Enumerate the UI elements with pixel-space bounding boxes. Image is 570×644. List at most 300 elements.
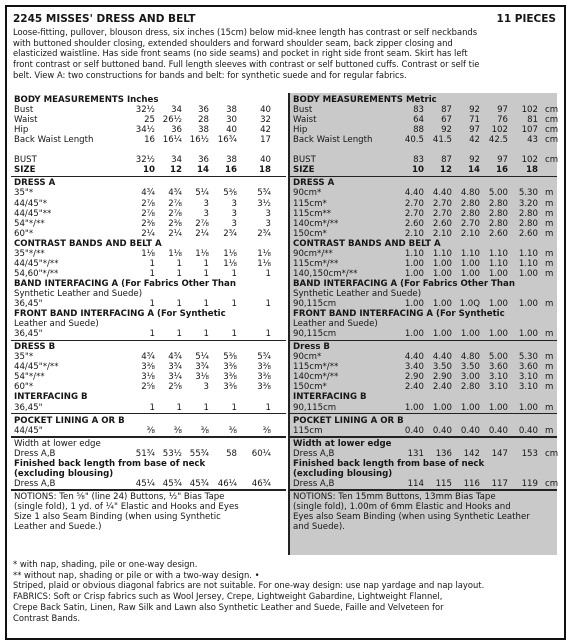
size-value: 1⅛: [223, 248, 237, 259]
size-value: 114: [407, 478, 424, 489]
size-value: 2.10: [460, 228, 480, 239]
size-value: 1.00: [404, 268, 424, 279]
size-value: 0.40: [518, 425, 538, 436]
pattern-envelope-back: [5, 5, 566, 640]
size-value: 3⅛: [195, 372, 209, 383]
table-row: [11, 125, 286, 135]
size-value: 83: [413, 105, 424, 116]
size-value: 2⅝: [168, 382, 182, 393]
size-value: 153: [521, 448, 538, 459]
size-value: 1: [265, 268, 271, 279]
size-value: 3.10: [518, 372, 538, 383]
size-value: 17: [260, 135, 271, 146]
table-row: [290, 492, 557, 502]
table-row: [290, 459, 557, 469]
size-value: 97: [497, 155, 508, 166]
size-value: 92: [441, 125, 452, 136]
row-label: Hip: [14, 125, 29, 136]
size-value: 1.0Q: [459, 299, 480, 309]
size-value: 81: [527, 115, 538, 126]
size-value: 2⅞: [168, 208, 182, 219]
size-value: 3⅜: [223, 362, 237, 373]
table-row: [11, 469, 286, 479]
row-label: (single fold), 1 yd. of ¼" Elastic and Hooks and Eyes: [14, 501, 239, 512]
table-row: [11, 135, 286, 145]
size-value: 2.80: [488, 198, 508, 209]
size-value: 142: [463, 448, 480, 459]
size-value: 1.10: [488, 248, 508, 259]
table-row: [11, 289, 286, 299]
size-value: 41.5: [432, 135, 452, 146]
size-value: 1.00: [432, 258, 452, 269]
row-label: 44/45"*: [14, 198, 48, 209]
row-label: 44/45"*/**: [14, 258, 59, 269]
size-value: 2.70: [460, 218, 480, 229]
table-row: [11, 178, 286, 188]
row-label: CONTRAST BANDS AND BELT A: [293, 238, 441, 249]
size-value: 67: [441, 115, 452, 126]
table-row: [11, 522, 286, 532]
table-row: [290, 219, 557, 229]
row-label: BUST: [293, 155, 316, 166]
table-row: [290, 329, 557, 339]
table-row: [11, 279, 286, 289]
size-value: 1: [176, 329, 182, 340]
size-value: 4.80: [460, 188, 480, 199]
size-value: 1.00: [460, 258, 480, 269]
table-row: [290, 95, 557, 105]
description-line: elasticized waistline. Has side front seams (no side seams) and pocket in right side front seam. Skirt has left: [13, 48, 468, 59]
table-row: [11, 188, 286, 198]
size-value: 1⅛: [257, 248, 271, 259]
table-row: [290, 165, 557, 175]
size-value: 46¼: [217, 478, 237, 489]
size-value: 4¾: [141, 352, 155, 363]
row-label: 90,115cm: [293, 402, 337, 413]
row-label: 35"*/**: [14, 248, 45, 259]
unit-label: m: [545, 208, 554, 219]
row-label: SIZE: [293, 165, 315, 176]
size-value: 147: [491, 448, 508, 459]
size-value: 0.40: [404, 425, 424, 436]
footnote-line: Crepe Back Satin, Linen, Raw Silk and Lawn also Synthetic Leather and Suede, Faille and Velveteen for: [13, 601, 444, 612]
size-value: 3: [231, 218, 237, 229]
size-value: 3.40: [404, 362, 424, 373]
size-value: 3.00: [460, 372, 480, 383]
size-value: 1: [265, 329, 271, 340]
unit-label: cm: [545, 135, 559, 146]
size-value: 45¼: [135, 478, 155, 489]
size-value: 102: [491, 125, 508, 136]
table-row: [11, 249, 286, 259]
size-value: 2.70: [404, 198, 424, 209]
table-row: [290, 502, 557, 512]
row-label: (excluding blousing): [14, 468, 114, 479]
size-value: 2.80: [460, 382, 480, 393]
size-value: 3.60: [488, 362, 508, 373]
size-value: 1⅛: [168, 248, 182, 259]
size-value: 0.40: [432, 425, 452, 436]
size-value: 2⅝: [141, 382, 155, 393]
size-value: 3.10: [488, 382, 508, 393]
row-label: 140cm*/**: [293, 218, 339, 229]
size-value: 4¾: [168, 188, 182, 199]
size-value: 2¾: [223, 228, 237, 239]
table-row: [11, 392, 286, 402]
size-value: 3: [231, 198, 237, 209]
row-label: Dress A,B: [293, 448, 335, 459]
size-value: 3¾: [168, 362, 182, 373]
row-label: Leather and Suede): [293, 319, 378, 330]
size-value: 5.30: [518, 188, 538, 199]
size-value: ⅜: [262, 425, 271, 436]
piece-count: 11 PIECES: [496, 13, 556, 25]
size-value: 58: [226, 448, 237, 459]
size-value: 28: [198, 115, 209, 126]
table-row: [290, 155, 557, 165]
table-row: [290, 392, 557, 402]
size-value: 3⅜: [223, 382, 237, 393]
unit-label: m: [545, 218, 554, 229]
table-row: [11, 219, 286, 229]
row-label: 36,45": [14, 299, 43, 309]
footnote-line: Striped, plaid or obvious diagonal fabrics are not suitable. For one-way design: use nap yardage and nap layout.: [13, 580, 485, 591]
table-row: [290, 319, 557, 329]
size-value: 32½: [135, 155, 155, 166]
size-value: 32½: [135, 105, 155, 116]
size-value: 1: [231, 402, 237, 413]
section-rule: [290, 413, 557, 414]
table-row: [11, 229, 286, 239]
row-label: Width at lower edge: [293, 438, 392, 449]
table-row: [11, 362, 286, 372]
size-value: 2.70: [404, 208, 424, 219]
table-row: [290, 522, 557, 532]
size-value: 53½: [162, 448, 182, 459]
size-value: 2.60: [488, 228, 508, 239]
size-value: 64: [413, 115, 424, 126]
size-value: 2.80: [488, 218, 508, 229]
size-value: 3¾: [195, 362, 209, 373]
row-label: BODY MEASUREMENTS Inches: [14, 95, 159, 105]
table-row: [290, 135, 557, 145]
row-label: 54,60"*/**: [14, 268, 59, 279]
unit-label: m: [545, 188, 554, 199]
section-rule: [11, 436, 286, 437]
description-line: belt. View A: two constructions for bands and belt: for synthetic suede and for regular fabrics.: [13, 69, 407, 80]
row-label: 54"*/**: [14, 372, 45, 383]
unit-label: m: [545, 268, 554, 279]
table-row: [290, 209, 557, 219]
row-label: NOTIONS: Ten 15mm Buttons, 13mm Bias Tape: [293, 491, 496, 502]
table-row: [290, 372, 557, 382]
table-row: [290, 342, 557, 352]
row-label: BAND INTERFACING A (For Fabrics Other Than: [14, 278, 236, 289]
table-row: [11, 403, 286, 413]
row-label: Waist: [14, 115, 38, 126]
size-value: 2.10: [432, 228, 452, 239]
table-row: [290, 269, 557, 279]
unit-label: m: [545, 362, 554, 373]
table-row: [11, 319, 286, 329]
size-value: 3: [265, 208, 271, 219]
imperial-yardage-table: [11, 93, 286, 555]
table-row: [290, 279, 557, 289]
size-value: ⅜: [228, 425, 237, 436]
size-value: 36: [198, 155, 209, 166]
table-row: [290, 449, 557, 459]
row-label: 115cm*/**: [293, 362, 339, 373]
row-label: 150cm*: [293, 382, 327, 393]
size-value: 2.80: [518, 208, 538, 219]
table-row: [290, 178, 557, 188]
size-value: 42: [469, 135, 480, 146]
size-value: 4.40: [432, 188, 452, 199]
size-value: 1: [231, 299, 237, 309]
size-value: 1.10: [518, 258, 538, 269]
size-value: 12: [170, 165, 182, 176]
table-row: [11, 145, 286, 155]
size-value: 3¼: [168, 372, 182, 383]
size-value: 5¾: [257, 352, 271, 363]
table-row: [290, 309, 557, 319]
size-value: 1: [203, 299, 209, 309]
table-row: [290, 426, 557, 436]
size-value: 2¼: [195, 228, 209, 239]
row-label: Hip: [293, 125, 308, 136]
size-value: 1.00: [488, 402, 508, 413]
row-label: Leather and Suede.): [14, 522, 102, 533]
footnote-line: ** without nap, shading or pile or with a two-way design. •: [13, 569, 260, 580]
size-value: 117: [491, 478, 508, 489]
row-label: 115cm*: [293, 198, 327, 209]
size-value: 1.00: [488, 329, 508, 340]
size-value: 4.40: [432, 352, 452, 363]
table-row: [290, 145, 557, 155]
size-value: 16¾: [217, 135, 237, 146]
table-row: [290, 125, 557, 135]
size-value: 46¾: [251, 478, 271, 489]
description-line: front contrast or self buttoned band. Full length sleeves with contrast or self buttoned cuffs. Contrast or self tie: [13, 59, 480, 70]
row-label: 150cm*: [293, 228, 327, 239]
size-value: 1: [203, 402, 209, 413]
size-value: 2⅞: [195, 218, 209, 229]
size-value: 60¼: [251, 448, 271, 459]
table-row: [11, 416, 286, 426]
size-value: 2⅜: [168, 218, 182, 229]
size-value: 1.00: [460, 268, 480, 279]
table-row: [11, 342, 286, 352]
section-rule: [11, 413, 286, 414]
table-row: [290, 479, 557, 489]
size-value: ⅜: [146, 425, 155, 436]
footnotes: [13, 559, 558, 623]
unit-label: cm: [545, 478, 559, 489]
size-value: 40: [226, 125, 237, 136]
pattern-description: [13, 27, 558, 81]
unit-label: m: [545, 425, 554, 436]
size-value: 2.80: [518, 218, 538, 229]
size-value: 1.00: [404, 329, 424, 340]
size-value: 26½: [162, 115, 182, 126]
size-value: 102: [521, 105, 538, 116]
size-value: 34½: [135, 125, 155, 136]
row-label: DRESS B: [14, 342, 56, 353]
table-row: [11, 329, 286, 339]
size-value: 2.10: [404, 228, 424, 239]
size-value: 131: [407, 448, 424, 459]
row-label: 36,45": [14, 402, 43, 413]
size-value: 3.50: [432, 362, 452, 373]
size-value: 1: [203, 268, 209, 279]
size-value: 1: [149, 329, 155, 340]
table-row: [11, 209, 286, 219]
row-label: Dress A,B: [14, 448, 56, 459]
table-row: [11, 105, 286, 115]
row-label: Finished back length from base of neck: [293, 458, 485, 469]
size-value: 2⅜: [141, 218, 155, 229]
unit-label: cm: [545, 125, 559, 136]
row-label: Dress A,B: [14, 478, 56, 489]
size-value: 2.70: [432, 208, 452, 219]
row-label: and Suede).: [293, 522, 345, 533]
size-value: 45¾: [189, 478, 209, 489]
metric-yardage-table: [290, 93, 557, 555]
table-row: [290, 403, 557, 413]
size-value: 1.10: [460, 248, 480, 259]
size-value: 18: [259, 165, 271, 176]
table-row: [290, 416, 557, 426]
size-value: 3⅜: [257, 372, 271, 383]
row-label: 44/45"*/**: [14, 362, 59, 373]
row-label: BUST: [14, 155, 37, 166]
row-label: Eyes also Seam Binding (when using Synthetic Leather: [293, 512, 530, 522]
row-label: Waist: [293, 115, 317, 126]
size-value: 1.00: [518, 402, 538, 413]
size-value: 3⅜: [257, 362, 271, 373]
row-label: Leather and Suede): [14, 319, 99, 330]
size-value: 1.00: [460, 329, 480, 340]
size-value: 119: [521, 478, 538, 489]
size-value: 2¼: [141, 228, 155, 239]
size-value: 1.00: [404, 402, 424, 413]
section-rule: [290, 436, 557, 437]
header: [13, 13, 558, 27]
size-value: 1: [231, 268, 237, 279]
size-value: 36: [198, 105, 209, 116]
row-label: 115cm*/**: [293, 258, 339, 269]
row-label: 90,115cm: [293, 299, 337, 309]
size-value: 92: [469, 155, 480, 166]
row-label: SIZE: [14, 165, 36, 176]
row-label: Size 1 also Seam Binding (when using Synthetic: [14, 512, 221, 522]
table-row: [290, 239, 557, 249]
size-value: 97: [469, 125, 480, 136]
row-label: (excluding blousing): [293, 468, 393, 479]
section-rule: [11, 489, 286, 490]
size-value: 1.10: [488, 258, 508, 269]
size-value: 2.60: [404, 218, 424, 229]
size-value: 102: [521, 155, 538, 166]
size-value: 5.00: [488, 352, 508, 363]
size-value: 4.40: [404, 352, 424, 363]
size-value: 0.40: [460, 425, 480, 436]
size-value: 1.00: [404, 258, 424, 269]
size-value: 38: [226, 155, 237, 166]
table-row: [11, 199, 286, 209]
size-value: ⅜: [173, 425, 182, 436]
row-label: 90cm*/**: [293, 248, 333, 259]
row-label: Finished back length from base of neck: [14, 458, 206, 469]
table-row: [11, 502, 286, 512]
size-value: 2.60: [518, 228, 538, 239]
size-value: 1: [149, 258, 155, 269]
size-value: 3: [203, 198, 209, 209]
row-label: Synthetic Leather and Suede): [14, 288, 143, 299]
size-value: 45¾: [162, 478, 182, 489]
size-value: 3.60: [518, 362, 538, 373]
size-value: 3.20: [518, 198, 538, 209]
size-value: 1: [265, 402, 271, 413]
table-row: [290, 469, 557, 479]
size-value: 3.50: [460, 362, 480, 373]
size-value: 10: [143, 165, 155, 176]
unit-label: m: [545, 329, 554, 340]
size-value: 2.80: [488, 208, 508, 219]
footnote-line: * with nap, shading, pile or one-way design.: [13, 559, 198, 569]
row-label: Bust: [293, 105, 313, 116]
size-value: 97: [497, 105, 508, 116]
section-rule: [290, 176, 557, 177]
size-value: 12: [440, 165, 452, 176]
size-value: 4¾: [141, 188, 155, 199]
size-value: 1⅛: [223, 258, 237, 269]
size-value: 2⅞: [141, 208, 155, 219]
size-value: 38: [198, 125, 209, 136]
row-label: 60"*: [14, 382, 34, 393]
row-label: Dress B: [293, 342, 330, 353]
table-row: [11, 492, 286, 502]
table-row: [290, 229, 557, 239]
unit-label: m: [545, 198, 554, 209]
row-label: POCKET LINING A OR B: [14, 415, 125, 426]
size-value: 1: [149, 299, 155, 309]
size-value: 3⅜: [223, 372, 237, 383]
table-row: [290, 512, 557, 522]
table-row: [290, 362, 557, 372]
size-value: 1.00: [460, 402, 480, 413]
unit-label: cm: [545, 155, 559, 166]
section-rule: [290, 340, 557, 341]
size-value: 43: [527, 135, 538, 146]
row-label: 44/45"**: [14, 208, 52, 219]
table-row: [290, 249, 557, 259]
table-row: [11, 165, 286, 175]
size-value: 76: [497, 115, 508, 126]
size-value: 2¾: [257, 228, 271, 239]
size-value: 42.5: [488, 135, 508, 146]
size-value: 2.40: [404, 382, 424, 393]
size-value: 3.10: [518, 382, 538, 393]
size-value: 1.00: [404, 299, 424, 309]
unit-label: cm: [545, 448, 559, 459]
table-row: [11, 155, 286, 165]
description-line: Loose-fitting, pullover, blouson dress, six inches (15cm) below mid-knee length has contrast or self neckbands: [13, 27, 478, 37]
unit-label: m: [545, 372, 554, 383]
row-label: INTERFACING B: [14, 392, 88, 403]
row-label: Dress A,B: [293, 478, 335, 489]
size-value: 5.00: [488, 188, 508, 199]
